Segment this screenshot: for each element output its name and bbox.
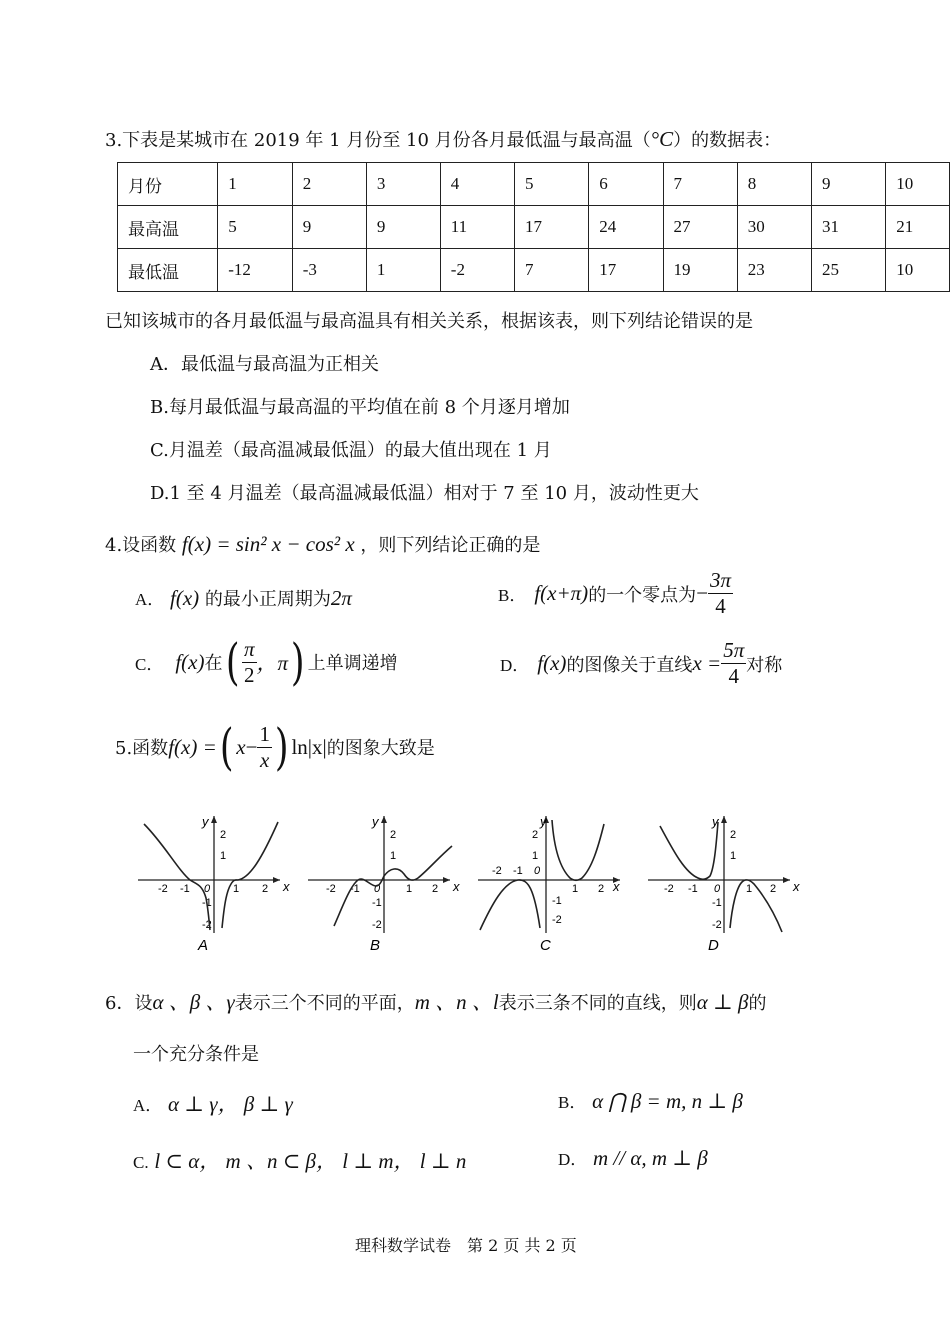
- q4-c-open-paren: (: [225, 633, 240, 691]
- q3-option-b: B.每月最低温与最高温的平均值在前 8 个月逐月增加: [150, 397, 570, 418]
- table-cell: 30: [737, 206, 811, 249]
- page-footer: 理科数学试卷 第 2 页 共 2 页: [355, 1236, 577, 1255]
- q6-b-label: B．: [558, 1093, 587, 1112]
- q4-b-label: B．: [498, 586, 527, 605]
- q4-option-a: [135, 585, 352, 611]
- q4-d-label: D．: [500, 656, 530, 675]
- q4-d-func: f(x): [537, 651, 567, 675]
- table-cell: 9: [292, 206, 366, 249]
- table-cell: 24: [589, 206, 663, 249]
- q4-c-sep: ，π: [256, 651, 289, 675]
- q3-option-c: C.月温差（最高温减最低温）的最大值出现在 1 月: [150, 440, 552, 461]
- graph-a-tick-y: 2: [220, 829, 227, 841]
- q6-mid: 表示三个不同的平面，: [234, 993, 415, 1014]
- graph-c-yaxis: y: [540, 814, 547, 829]
- q4-c-num: π: [244, 636, 255, 661]
- table-row-header: 月份: [118, 163, 218, 206]
- graph-b-origin: 0: [374, 883, 381, 895]
- q6-lines: m 、n 、l: [414, 990, 499, 1014]
- graph-b-tick-x: -2: [326, 883, 336, 895]
- table-cell: 10: [886, 249, 950, 292]
- table-cell: 11: [440, 206, 514, 249]
- graph-a-label: A: [198, 937, 209, 954]
- table-cell: 5: [515, 163, 589, 206]
- q5-close-paren: ): [274, 718, 289, 776]
- graph-a-tick-x: -2: [158, 883, 168, 895]
- graph-a-tick-y: -1: [202, 897, 212, 909]
- table-cell: 1: [366, 249, 440, 292]
- q4-d-text2: 对称: [746, 654, 783, 676]
- graph-c-xaxis: x: [613, 879, 620, 894]
- q5-stem: [115, 718, 435, 776]
- q4-d-den: 4: [728, 664, 739, 688]
- table-cell: 4: [440, 163, 514, 206]
- graph-d-xaxis: x: [793, 879, 800, 894]
- graph-b-tick-x: -1: [350, 883, 360, 895]
- graph-d: [648, 814, 800, 954]
- graph-c-label: C: [540, 937, 551, 954]
- q6-c-expr: l ⊂ α， m 、n ⊂ β， l ⊥ m， l ⊥ n: [154, 1149, 467, 1173]
- table-row: [118, 206, 950, 249]
- q6-option-a: [133, 1088, 293, 1118]
- graph-c-tick-y: 1: [532, 850, 539, 862]
- q3-option-d: D.1 至 4 月温差（最高温减最低温）相对于 7 至 10 月，波动性更大: [150, 483, 699, 504]
- graph-d-tick-x: 2: [770, 883, 777, 895]
- graph-b-tick-x: 1: [406, 883, 413, 895]
- graph-b-tick-y: -2: [372, 919, 382, 931]
- table-cell: 9: [812, 163, 886, 206]
- q4-b-fraction: [708, 570, 733, 617]
- q4-a-val: 2π: [330, 586, 352, 610]
- q4-formula: f(x) = sin² x − cos² x: [181, 532, 355, 556]
- q6-cond: α ⊥ β: [696, 990, 749, 1014]
- q5-num: 1: [259, 721, 270, 746]
- graph-d-tick-y: -2: [712, 919, 722, 931]
- table-cell: 6: [589, 163, 663, 206]
- table-cell: 21: [886, 206, 950, 249]
- table-cell: 25: [812, 249, 886, 292]
- graph-c-origin: 0: [534, 865, 541, 877]
- graph-a: [138, 814, 290, 954]
- table-row: [118, 249, 950, 292]
- graph-a-xaxis: x: [283, 879, 290, 894]
- q4-d-num: 5π: [723, 638, 745, 662]
- table-cell: 23: [737, 249, 811, 292]
- graph-d-tick-x: 1: [746, 883, 753, 895]
- graph-a-tick-y: -2: [202, 919, 212, 931]
- graph-d-tick-y: 1: [730, 850, 737, 862]
- graph-d-tick-x: -1: [688, 883, 698, 895]
- table-cell: 17: [515, 206, 589, 249]
- q4-b-den: 4: [715, 594, 726, 618]
- graph-c-tick-y: -2: [552, 914, 562, 926]
- graph-a-tick-x: 2: [262, 883, 269, 895]
- q4-c-fraction: [242, 636, 257, 687]
- q3-premise: 已知该城市的各月最低温与最高温具有相关关系，根据该表，则下列结论错误的是: [105, 311, 753, 332]
- table-cell: -12: [218, 249, 292, 292]
- q6-d-expr: m // α, m ⊥ β: [593, 1146, 708, 1170]
- q6-stem-line2: 一个充分条件是: [133, 1044, 259, 1065]
- table-cell: 17: [589, 249, 663, 292]
- table-cell: 7: [663, 163, 737, 206]
- q6-a-expr: α ⊥ γ， β ⊥ γ: [168, 1092, 293, 1116]
- q4-c-text2: 上单调递增: [307, 653, 398, 674]
- table-cell: 10: [886, 163, 950, 206]
- q6-end: 的: [748, 993, 767, 1014]
- graph-a-tick-y: 1: [220, 850, 227, 862]
- q4-d-text1: 的图像关于直线: [566, 654, 693, 676]
- q5-func: f(x) =: [168, 734, 217, 759]
- graph-c: [478, 814, 620, 954]
- q6-a-label: A．: [133, 1096, 163, 1115]
- temperature-table: [117, 162, 950, 292]
- table-cell: 7: [515, 249, 589, 292]
- table-cell: 27: [663, 206, 737, 249]
- q6-option-d: [558, 1145, 708, 1171]
- graph-b-tick-y: -1: [372, 897, 382, 909]
- graph-d-tick-y: -1: [712, 897, 722, 909]
- table-cell: 5: [218, 206, 292, 249]
- graph-c-tick-x: 1: [572, 883, 579, 895]
- q4-c-close-paren: ): [291, 633, 305, 691]
- q4-c-label: C．: [135, 654, 164, 674]
- graph-a-origin: 0: [204, 883, 211, 895]
- table-row-header: 最低温: [118, 249, 218, 292]
- q4-suffix: ，则下列结论正确的是: [360, 535, 541, 556]
- graph-d-yaxis: y: [712, 814, 719, 829]
- graph-b: [308, 814, 460, 954]
- graph-b-tick-x: 2: [432, 883, 439, 895]
- table-cell: 9: [366, 206, 440, 249]
- graph-d-tick-y: 2: [730, 829, 737, 841]
- graph-c-tick-y: 2: [532, 829, 539, 841]
- table-cell: 19: [663, 249, 737, 292]
- q4-c-den: 2: [244, 662, 255, 687]
- graph-a-tick-x: -1: [180, 883, 190, 895]
- table-cell: 8: [737, 163, 811, 206]
- q4-b-num: 3π: [710, 568, 732, 592]
- q6-planes: α 、β 、γ: [152, 990, 235, 1014]
- graph-c-tick-x: -2: [492, 865, 502, 877]
- q6-option-c: [133, 1145, 466, 1175]
- q5-den: x: [260, 747, 270, 772]
- table-cell: -2: [440, 249, 514, 292]
- table-row: [118, 163, 950, 206]
- q6-stem-line1: [105, 986, 766, 1016]
- graph-d-origin: 0: [714, 883, 721, 895]
- graph-b-tick-y: 2: [390, 829, 397, 841]
- q4-d-x: x =: [692, 651, 722, 675]
- q4-a-func: f(x): [170, 586, 200, 610]
- q4-a-label: A．: [135, 590, 165, 609]
- graph-b-label: B: [370, 937, 381, 954]
- q5-minus: −: [245, 734, 258, 759]
- q4-b-minus: −: [696, 581, 709, 605]
- q4-c-text1: 在: [204, 653, 223, 674]
- graph-c-tick-y: -1: [552, 895, 562, 907]
- graph-b-yaxis: y: [372, 814, 379, 829]
- q5-ln: ln|x|: [291, 734, 327, 759]
- q4-c-func: f(x): [175, 649, 205, 674]
- q6-b-expr: α ⋂ β = m, n ⊥ β: [592, 1089, 743, 1113]
- q3-stem: [105, 126, 781, 152]
- q6-prefix: 6．设: [105, 993, 153, 1014]
- q5-graphs: [130, 808, 810, 958]
- q6-c-label: C.: [133, 1153, 149, 1172]
- q4-option-d: [500, 640, 782, 687]
- q4-b-text: 的一个零点为: [588, 584, 697, 606]
- q4-option-c: [135, 633, 398, 691]
- graph-a-tick-x: 1: [233, 883, 240, 895]
- table-cell: 3: [366, 163, 440, 206]
- table-cell: -3: [292, 249, 366, 292]
- q5-prefix: 5.函数: [115, 738, 169, 759]
- q5-fraction: [257, 721, 272, 772]
- table-cell: 1: [218, 163, 292, 206]
- q3-stem-end: ）的数据表：: [673, 130, 782, 151]
- table-cell: 2: [292, 163, 366, 206]
- q6-option-b: [558, 1088, 743, 1114]
- q4-b-func: f(x+π): [534, 581, 589, 605]
- q3-stem-text: 3.下表是某城市在 2019 年 1 月份至 10 月份各月最低温与最高温（: [105, 130, 651, 151]
- table-cell: 31: [812, 206, 886, 249]
- q4-prefix: 4.设函数: [105, 535, 177, 556]
- q3-unit: °C: [650, 127, 674, 151]
- graph-d-tick-x: -2: [664, 883, 674, 895]
- q5-open-paren: (: [219, 718, 234, 776]
- q6-d-label: D．: [558, 1150, 588, 1169]
- graph-b-tick-y: 1: [390, 850, 397, 862]
- graph-d-label: D: [708, 937, 719, 954]
- q4-a-text: 的最小正周期为: [204, 589, 331, 610]
- graph-a-yaxis: y: [202, 814, 209, 829]
- q4-stem: [105, 531, 540, 557]
- q3-option-a: A．最低温与最高温为正相关: [150, 354, 379, 375]
- graph-c-tick-x: -1: [513, 865, 523, 877]
- graph-c-tick-x: 2: [598, 883, 605, 895]
- table-row-header: 最高温: [118, 206, 218, 249]
- q5-x: x: [236, 734, 246, 759]
- q4-option-b: [498, 570, 733, 617]
- q4-d-fraction: [721, 640, 746, 687]
- q5-suffix: 的图象大致是: [326, 738, 435, 759]
- graph-b-xaxis: x: [453, 879, 460, 894]
- q6-mid2: 表示三条不同的直线，则: [498, 993, 697, 1014]
